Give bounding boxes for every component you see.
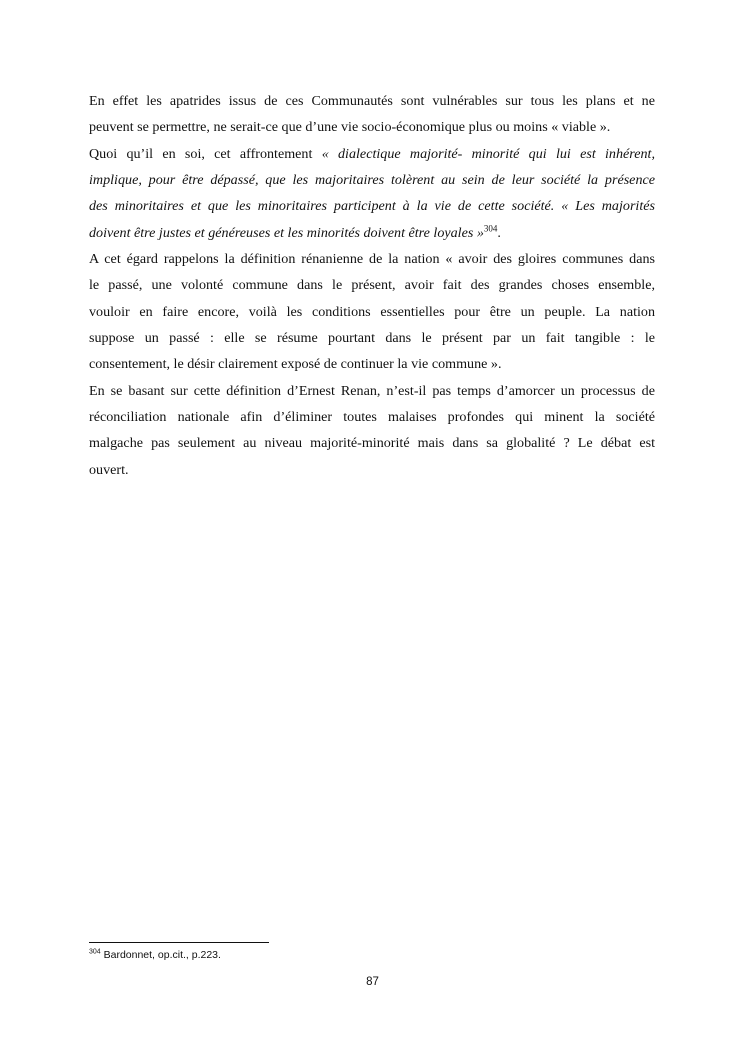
text-segment: Quoi qu’il en soi, cet affrontement	[89, 145, 322, 162]
footnote-reference[interactable]: 304	[483, 223, 498, 234]
footnote-number: 304	[89, 948, 101, 956]
quoted-text-line: implique, pour être dépassé, que les majoritaires tolèrent au sein de leur société la présence	[89, 172, 655, 189]
text-line: réconciliation nationale afin d’éliminer toutes malaises profondes qui minent la société	[89, 409, 655, 426]
text-line: le passé, une volonté commune dans le présent, avoir fait des grandes choses ensemble,	[89, 277, 655, 294]
text-line: consentement, le désir clairement exposé de continuer la vie commune ».	[89, 356, 502, 373]
text-line: peuvent se permettre, ne serait-ce que d’une vie socio-économique plus ou moins « viable ».	[89, 119, 611, 136]
footnote	[89, 949, 221, 961]
footnote-separator	[89, 942, 269, 943]
page-number: 87	[366, 976, 379, 988]
text-line: malgache pas seulement au niveau majorité-minorité mais dans sa globalité ? Le débat est	[89, 435, 655, 452]
text-line	[89, 220, 655, 246]
text-line: A cet égard rappelons la définition rénanienne de la nation « avoir des gloires communes dans	[89, 251, 655, 268]
page-body	[89, 88, 655, 483]
paragraph	[89, 141, 655, 246]
paragraph	[89, 378, 655, 483]
text-line: ouvert.	[89, 461, 129, 478]
paragraph	[89, 246, 655, 378]
text-line: vouloir en faire encore, voilà les conditions essentielles pour être un peuple. La nation	[89, 303, 655, 320]
paragraph	[89, 88, 655, 141]
text-line: suppose un passé : elle se résume pourtant dans le présent par un fait tangible : le	[89, 330, 655, 347]
text-segment: .	[497, 224, 501, 241]
text-line: En se basant sur cette définition d’Ernest Renan, n’est-il pas temps d’amorcer un processus de	[89, 382, 655, 399]
text-line: En effet les apatrides issus de ces Communautés sont vulnérables sur tous les plans et ne	[89, 93, 655, 109]
quoted-text-line: des minoritaires et que les minoritaires participent à la vie de cette société. « Les majorités	[89, 198, 655, 215]
quoted-text: « dialectique majorité- minorité qui lui est inhérent,	[321, 145, 655, 162]
quoted-text: doivent être justes et généreuses et les minorités doivent être loyales »	[89, 224, 484, 241]
footnote-text: Bardonnet, op.cit., p.223.	[100, 949, 221, 961]
text-line	[89, 141, 655, 167]
